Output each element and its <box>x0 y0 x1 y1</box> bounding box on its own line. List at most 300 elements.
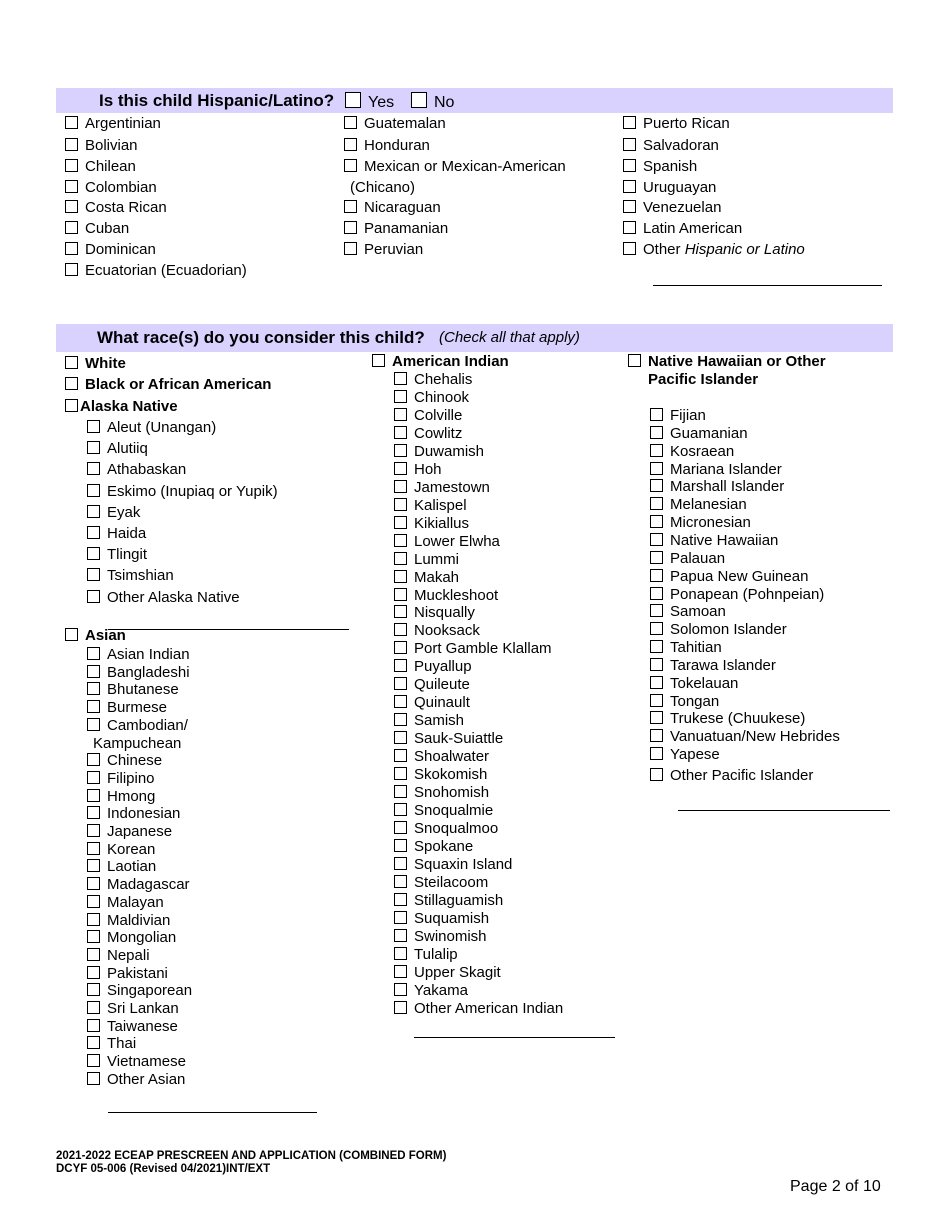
pacific-islander-option[interactable] <box>650 443 734 461</box>
asian-option[interactable] <box>87 1000 179 1018</box>
checkbox[interactable] <box>394 570 407 583</box>
checkbox[interactable] <box>650 515 663 528</box>
hispanic-col3-option[interactable] <box>623 115 730 133</box>
checkbox[interactable] <box>394 534 407 547</box>
checkbox[interactable] <box>87 877 100 890</box>
hispanic-col1-option[interactable] <box>65 262 247 280</box>
pacific-islander-label: Marshall Islander <box>670 478 785 495</box>
asian-option[interactable] <box>87 929 176 947</box>
race-american-indian-option[interactable] <box>372 353 509 371</box>
checkbox[interactable] <box>394 875 407 888</box>
pacific-islander-option[interactable] <box>650 746 720 764</box>
hispanic-other-prefix: Other <box>643 241 685 258</box>
hispanic-col1-label: Dominican <box>85 241 156 258</box>
asian-label: Maldivian <box>107 912 171 929</box>
hispanic-col2-label: Nicaraguan <box>364 199 441 216</box>
alaska-native-option[interactable] <box>87 440 148 458</box>
checkbox[interactable] <box>394 713 407 726</box>
asian-option[interactable] <box>87 646 190 664</box>
race-alaska-native-option[interactable] <box>65 398 178 416</box>
hispanic-col1-option[interactable] <box>65 158 136 176</box>
checkbox[interactable] <box>344 159 357 172</box>
checkbox[interactable] <box>344 138 357 151</box>
pacific-islander-label: Mariana Islander <box>670 461 782 478</box>
american-indian-label: Snoqualmoo <box>414 820 499 837</box>
checkbox[interactable] <box>650 479 663 492</box>
checkbox[interactable] <box>87 505 100 518</box>
asian-option[interactable] <box>87 681 179 699</box>
checkbox[interactable] <box>87 526 100 539</box>
race-american-indian-label: American Indian <box>392 353 509 370</box>
pacific-islander-option[interactable] <box>650 675 738 693</box>
checkbox[interactable] <box>87 547 100 560</box>
checkbox[interactable] <box>87 718 100 731</box>
american-indian-option[interactable] <box>394 748 489 766</box>
checkbox[interactable] <box>65 116 78 129</box>
american-indian-option[interactable] <box>394 497 467 515</box>
asian-option[interactable] <box>87 1071 185 1089</box>
asian-option[interactable] <box>87 788 155 806</box>
asian-other-write-in-line[interactable] <box>108 1112 317 1113</box>
checkbox[interactable] <box>394 605 407 618</box>
checkbox[interactable] <box>650 408 663 421</box>
checkbox[interactable] <box>87 859 100 872</box>
asian-option[interactable] <box>87 912 170 930</box>
asian-option[interactable] <box>87 841 155 859</box>
american-indian-option[interactable] <box>394 676 470 694</box>
american-indian-label: Kikiallus <box>414 515 470 532</box>
pacific-islander-option[interactable] <box>650 621 787 639</box>
hispanic-col1-label: Costa Rican <box>85 199 167 216</box>
checkbox[interactable] <box>87 1072 100 1085</box>
pacific-islander-option[interactable] <box>650 639 722 657</box>
checkbox[interactable] <box>394 641 407 654</box>
checkbox[interactable] <box>65 242 78 255</box>
checkbox[interactable] <box>623 116 636 129</box>
american-indian-label: Tulalip <box>414 946 458 963</box>
american-indian-option[interactable] <box>394 766 487 784</box>
checkbox[interactable] <box>87 665 100 678</box>
asian-option[interactable] <box>87 894 164 912</box>
asian-label: Thai <box>107 1035 137 1052</box>
hispanic-no-option[interactable] <box>411 92 454 112</box>
checkbox[interactable] <box>344 116 357 129</box>
checkbox[interactable] <box>623 242 636 255</box>
asian-option[interactable] <box>87 947 150 965</box>
checkbox[interactable] <box>394 498 407 511</box>
asian-option[interactable] <box>87 752 162 770</box>
checkbox[interactable] <box>87 913 100 926</box>
american-indian-option[interactable] <box>394 856 512 874</box>
checkbox[interactable] <box>628 354 641 367</box>
checkbox[interactable] <box>394 911 407 924</box>
asian-label: Korean <box>107 841 156 858</box>
asian-label: Mongolian <box>107 929 177 946</box>
american-indian-option[interactable] <box>394 533 500 551</box>
american-indian-option[interactable] <box>394 874 488 892</box>
hispanic-col1-option[interactable] <box>65 241 156 259</box>
asian-label: Asian Indian <box>107 646 190 663</box>
asian-option[interactable] <box>87 717 188 735</box>
asian-option[interactable] <box>87 1035 136 1053</box>
checkbox[interactable] <box>87 1019 100 1032</box>
hispanic-col3-option[interactable] <box>623 137 719 155</box>
american-indian-option[interactable] <box>394 712 464 730</box>
hispanic-col2-option[interactable] <box>344 158 566 176</box>
checkbox[interactable] <box>394 552 407 565</box>
checkbox[interactable] <box>87 682 100 695</box>
pacific-islander-option[interactable] <box>650 728 840 746</box>
american-indian-label: Snohomish <box>414 784 490 801</box>
pacific-islander-option[interactable] <box>650 693 719 711</box>
checkbox[interactable] <box>87 753 100 766</box>
checkbox[interactable] <box>65 377 78 390</box>
checkbox[interactable] <box>394 785 407 798</box>
hispanic-col3-option[interactable] <box>623 199 721 217</box>
checkbox[interactable] <box>87 1001 100 1014</box>
american-indian-option[interactable] <box>394 389 469 407</box>
asian-label: Madagascar <box>107 876 190 893</box>
american-indian-option[interactable] <box>394 407 462 425</box>
checkbox[interactable] <box>394 444 407 457</box>
hispanic-col2-option[interactable] <box>344 220 448 238</box>
pacific-islander-label: Tongan <box>670 693 720 710</box>
hispanic-col3-label: Salvadoran <box>643 137 719 154</box>
checkbox[interactable] <box>344 200 357 213</box>
checkbox[interactable] <box>650 622 663 635</box>
american-indian-option[interactable] <box>394 443 484 461</box>
american-indian-option[interactable] <box>394 461 442 479</box>
checkbox[interactable] <box>87 1054 100 1067</box>
hispanic-no-checkbox[interactable] <box>411 92 427 108</box>
alaska-native-label: Other Alaska Native <box>107 589 240 606</box>
checkbox[interactable] <box>394 821 407 834</box>
american-indian-option[interactable] <box>394 910 489 928</box>
hispanic-yes-checkbox[interactable] <box>345 92 361 108</box>
checkbox[interactable] <box>650 426 663 439</box>
hispanic-col2-option[interactable] <box>344 137 430 155</box>
checkbox[interactable] <box>650 729 663 742</box>
checkbox[interactable] <box>87 983 100 996</box>
hispanic-col2-label: Guatemalan <box>364 115 446 132</box>
pacific-islander-option[interactable] <box>650 461 782 479</box>
checkbox[interactable] <box>394 516 407 529</box>
checkbox[interactable] <box>87 441 100 454</box>
alaska-native-label: Tlingit <box>107 546 148 563</box>
asian-option[interactable] <box>87 699 167 717</box>
asian-label: Taiwanese <box>107 1018 178 1035</box>
pacific-islander-option[interactable] <box>650 514 751 532</box>
hispanic-col3-option[interactable] <box>623 158 697 176</box>
checkbox[interactable] <box>65 399 78 412</box>
checkbox[interactable] <box>650 497 663 510</box>
checkbox[interactable] <box>65 180 78 193</box>
checkbox[interactable] <box>87 420 100 433</box>
checkbox[interactable] <box>87 789 100 802</box>
asian-label: Indonesian <box>107 805 181 822</box>
american-indian-label: Shoalwater <box>414 748 490 765</box>
checkbox[interactable] <box>87 700 100 713</box>
asian-option[interactable] <box>87 1018 178 1036</box>
asian-option[interactable] <box>87 876 190 894</box>
checkbox[interactable] <box>394 965 407 978</box>
checkbox[interactable] <box>394 408 407 421</box>
checkbox[interactable] <box>650 569 663 582</box>
checkbox[interactable] <box>650 462 663 475</box>
checkbox[interactable] <box>650 444 663 457</box>
checkbox[interactable] <box>87 895 100 908</box>
american-indian-option[interactable] <box>394 838 473 856</box>
asian-label: Pakistani <box>107 965 168 982</box>
checkbox[interactable] <box>623 180 636 193</box>
checkbox[interactable] <box>87 771 100 784</box>
checkbox[interactable] <box>650 676 663 689</box>
checkbox[interactable] <box>87 647 100 660</box>
hispanic-col1-label: Argentinian <box>85 115 161 132</box>
american-indian-option[interactable] <box>394 604 475 622</box>
checkbox[interactable] <box>650 768 663 781</box>
checkbox[interactable] <box>87 806 100 819</box>
race-pacific-label-line1: Native Hawaiian or Other <box>648 353 826 370</box>
race-white-option[interactable] <box>65 355 126 373</box>
checkbox[interactable] <box>623 200 636 213</box>
checkbox[interactable] <box>394 839 407 852</box>
asian-option[interactable] <box>87 805 180 823</box>
american-indian-option[interactable] <box>394 515 469 533</box>
pacific-islander-option[interactable] <box>650 425 748 443</box>
checkbox[interactable] <box>394 893 407 906</box>
hispanic-col3-label: Spanish <box>643 158 698 175</box>
checkbox[interactable] <box>650 533 663 546</box>
american-indian-option[interactable] <box>394 946 458 964</box>
checkbox[interactable] <box>65 263 78 276</box>
alaska-native-option[interactable] <box>87 567 174 585</box>
checkbox[interactable] <box>394 929 407 942</box>
pacific-islander-label: Micronesian <box>670 514 751 531</box>
checkbox[interactable] <box>65 356 78 369</box>
pacific-islander-option[interactable] <box>650 710 805 728</box>
checkbox[interactable] <box>65 628 78 641</box>
checkbox[interactable] <box>87 842 100 855</box>
american-indian-option[interactable] <box>394 551 459 569</box>
asian-option <box>93 735 181 753</box>
checkbox[interactable] <box>87 568 100 581</box>
race-black-option[interactable] <box>65 376 271 394</box>
pacific-islander-option[interactable] <box>650 586 824 604</box>
asian-option[interactable] <box>87 770 155 788</box>
pacific-islander-option[interactable] <box>650 478 784 496</box>
checkbox[interactable] <box>394 767 407 780</box>
checkbox[interactable] <box>87 930 100 943</box>
checkbox[interactable] <box>87 484 100 497</box>
alaska-native-option[interactable] <box>87 504 140 522</box>
hispanic-col1-label: Bolivian <box>85 137 138 154</box>
pacific-other-write-in-line[interactable] <box>678 810 890 811</box>
checkbox[interactable] <box>623 159 636 172</box>
american-indian-option[interactable] <box>394 569 459 587</box>
hispanic-col2-label: Mexican or Mexican-American <box>364 158 566 175</box>
hispanic-col1-option[interactable] <box>65 179 157 197</box>
alaska-native-option[interactable] <box>87 483 278 501</box>
checkbox[interactable] <box>87 948 100 961</box>
checkbox[interactable] <box>394 677 407 690</box>
hispanic-col3-option[interactable] <box>623 179 716 197</box>
american-indian-option[interactable] <box>394 587 498 605</box>
hispanic-other-write-in-line[interactable] <box>653 285 882 286</box>
asian-option[interactable] <box>87 823 172 841</box>
hispanic-col1-option[interactable] <box>65 220 129 238</box>
american-indian-option[interactable] <box>394 694 470 712</box>
alaska-native-option[interactable] <box>87 419 216 437</box>
hispanic-col2-option[interactable] <box>344 241 423 259</box>
american-indian-option[interactable] <box>394 640 552 658</box>
american-indian-option[interactable] <box>394 1000 563 1018</box>
american-indian-label: Chehalis <box>414 371 473 388</box>
american-indian-label: Upper Skagit <box>414 964 501 981</box>
american-indian-option[interactable] <box>394 784 489 802</box>
checkbox[interactable] <box>394 803 407 816</box>
alaska-native-option[interactable] <box>87 461 186 479</box>
american-indian-label: Nooksack <box>414 622 480 639</box>
page-number: Page 2 of 10 <box>790 1178 881 1195</box>
american-indian-option[interactable] <box>394 425 462 443</box>
pacific-islander-label: Ponapean (Pohnpeian) <box>670 586 825 603</box>
checkbox[interactable] <box>394 947 407 960</box>
pacific-islander-option[interactable] <box>650 407 706 425</box>
checkbox[interactable] <box>394 1001 407 1014</box>
checkbox[interactable] <box>394 731 407 744</box>
checkbox[interactable] <box>394 695 407 708</box>
race-white-label: White <box>85 355 126 372</box>
checkbox[interactable] <box>650 711 663 724</box>
hispanic-col2-option[interactable] <box>344 199 441 217</box>
pacific-islander-option[interactable] <box>650 657 776 675</box>
checkbox[interactable] <box>65 138 78 151</box>
american-indian-option[interactable] <box>394 371 472 389</box>
checkbox[interactable] <box>65 159 78 172</box>
checkbox[interactable] <box>650 747 663 760</box>
american-indian-option[interactable] <box>394 820 498 838</box>
american-indian-option[interactable] <box>394 479 490 497</box>
pacific-islander-option[interactable] <box>650 550 725 568</box>
pacific-islander-label: Trukese (Chuukese) <box>670 710 806 727</box>
checkbox[interactable] <box>65 200 78 213</box>
pacific-islander-option[interactable] <box>650 496 747 514</box>
checkbox[interactable] <box>87 966 100 979</box>
american-indian-option[interactable] <box>394 730 503 748</box>
pacific-islander-option[interactable] <box>650 603 726 621</box>
american-indian-label: Colville <box>414 407 463 424</box>
race-asian-option[interactable] <box>65 627 126 645</box>
asian-option[interactable] <box>87 1053 186 1071</box>
asian-option[interactable] <box>87 858 156 876</box>
checkbox[interactable] <box>394 480 407 493</box>
checkbox[interactable] <box>87 824 100 837</box>
checkbox[interactable] <box>394 983 407 996</box>
checkbox[interactable] <box>650 587 663 600</box>
american-indian-label: Port Gamble Klallam <box>414 640 552 657</box>
hispanic-other-option[interactable] <box>623 241 805 259</box>
checkbox[interactable] <box>65 221 78 234</box>
checkbox[interactable] <box>344 242 357 255</box>
american-indian-option[interactable] <box>394 964 501 982</box>
american-indian-label: Quileute <box>414 676 470 693</box>
checkbox[interactable] <box>650 694 663 707</box>
checkbox[interactable] <box>650 604 663 617</box>
hispanic-col1-option[interactable] <box>65 137 138 155</box>
checkbox[interactable] <box>87 1036 100 1049</box>
pacific-islander-option[interactable] <box>650 568 808 586</box>
checkbox[interactable] <box>87 590 100 603</box>
checkbox[interactable] <box>394 426 407 439</box>
hispanic-col1-option[interactable] <box>65 199 167 217</box>
american-indian-option[interactable] <box>394 658 472 676</box>
hispanic-col1-option[interactable] <box>65 115 161 133</box>
checkbox[interactable] <box>394 462 407 475</box>
checkbox[interactable] <box>87 462 100 475</box>
checkbox[interactable] <box>394 588 407 601</box>
hispanic-yes-option[interactable] <box>345 92 394 112</box>
american-indian-label: Cowlitz <box>414 425 463 442</box>
checkbox[interactable] <box>394 623 407 636</box>
asian-label: Bangladeshi <box>107 664 190 681</box>
asian-option[interactable] <box>87 664 190 682</box>
hispanic-col3-option[interactable] <box>623 220 742 238</box>
checkbox[interactable] <box>372 354 385 367</box>
alaska-other-write-in-line[interactable] <box>108 629 349 630</box>
alaska-native-option[interactable] <box>87 546 147 564</box>
american-indian-option[interactable] <box>394 928 487 946</box>
checkbox[interactable] <box>394 659 407 672</box>
alaska-native-option[interactable] <box>87 589 240 607</box>
checkbox[interactable] <box>623 138 636 151</box>
american-indian-option[interactable] <box>394 982 468 1000</box>
asian-option[interactable] <box>87 982 192 1000</box>
checkbox[interactable] <box>344 221 357 234</box>
american-indian-option[interactable] <box>394 622 480 640</box>
american-indian-option[interactable] <box>394 802 493 820</box>
pacific-islander-label: Other Pacific Islander <box>670 767 814 784</box>
checkbox[interactable] <box>650 640 663 653</box>
checkbox[interactable] <box>394 390 407 403</box>
checkbox[interactable] <box>650 658 663 671</box>
american-indian-label: Squaxin Island <box>414 856 513 873</box>
american-indian-label: Nisqually <box>414 604 475 621</box>
checkbox[interactable] <box>650 551 663 564</box>
american-indian-option[interactable] <box>394 892 503 910</box>
hispanic-col2-option[interactable] <box>344 115 446 133</box>
american-indian-label: Jamestown <box>414 479 490 496</box>
asian-label: Bhutanese <box>107 681 179 698</box>
asian-label: Singaporean <box>107 982 193 999</box>
asian-label: Filipino <box>107 770 155 787</box>
checkbox[interactable] <box>623 221 636 234</box>
american-indian-label: Other American Indian <box>414 1000 564 1017</box>
asian-option[interactable] <box>87 965 168 983</box>
checkbox[interactable] <box>394 372 407 385</box>
alaska-native-option[interactable] <box>87 525 146 543</box>
pacific-islander-label: Tokelauan <box>670 675 739 692</box>
checkbox[interactable] <box>394 749 407 762</box>
hispanic-col3-label: Puerto Rican <box>643 115 730 132</box>
checkbox[interactable] <box>394 857 407 870</box>
race-asian-label: Asian <box>85 627 126 644</box>
pacific-islander-label: Melanesian <box>670 496 747 513</box>
race-pacific-option[interactable] <box>628 353 826 371</box>
american-indian-other-write-in-line[interactable] <box>414 1037 615 1038</box>
pacific-islander-option[interactable] <box>650 532 778 550</box>
pacific-islander-option[interactable] <box>650 767 813 785</box>
